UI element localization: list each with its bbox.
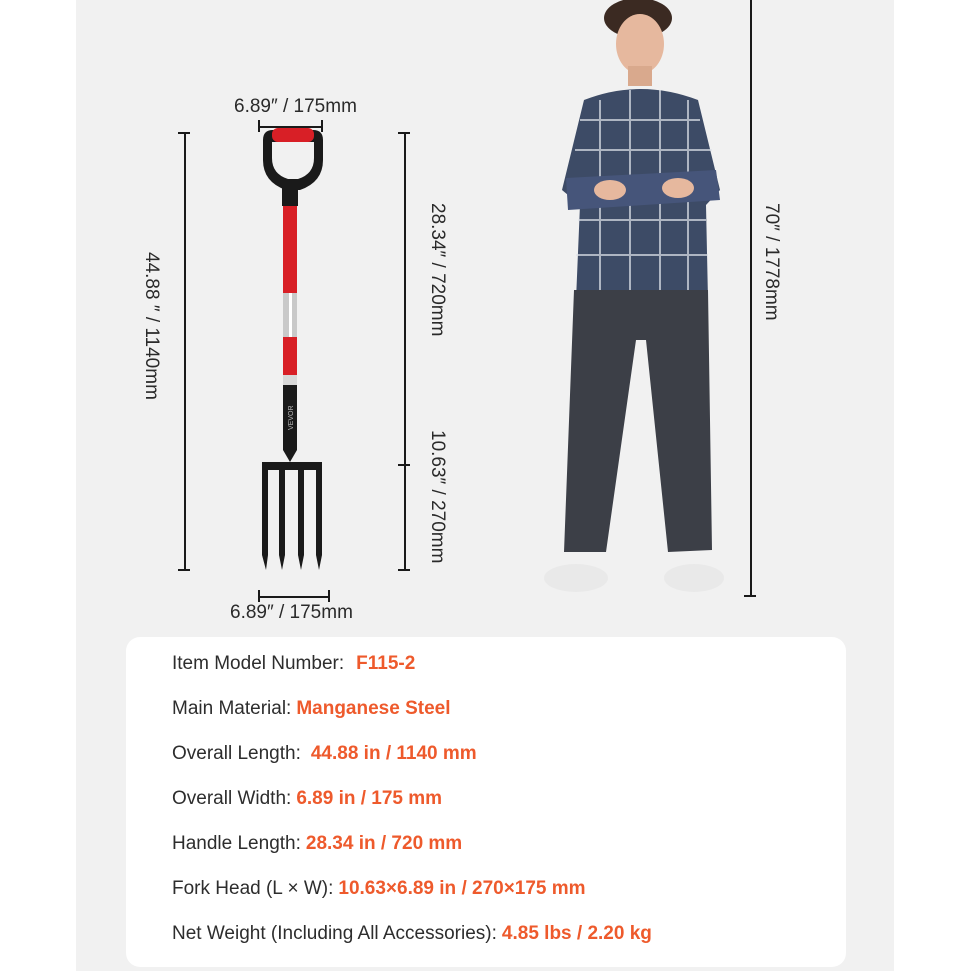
spec-row-fork-head: Fork Head (L × W): 10.63×6.89 in / 270×175 mm <box>172 878 586 899</box>
fork-width-line <box>259 596 329 598</box>
spec-value: 4.85 lbs / 2.20 kg <box>501 923 652 944</box>
spec-value: 10.63×6.89 in / 270×175 mm <box>338 878 586 899</box>
person-height-line <box>750 0 752 596</box>
spec-row-net-weight: Net Weight (Including All Accessories): 4.85 lbs / 2.20 kg <box>172 923 652 944</box>
spec-row-overall-width: Overall Width: 6.89 in / 175 mm <box>172 788 443 809</box>
spec-row-overall-length: Overall Length: 44.88 in / 1140 mm <box>172 743 477 764</box>
spec-row-material: Main Material: Manganese Steel <box>172 698 451 719</box>
spec-value: Manganese Steel <box>296 698 451 719</box>
spec-value: F115-2 <box>356 653 416 674</box>
specifications-card <box>126 637 846 967</box>
spec-value: 6.89 in / 175 mm <box>296 788 443 809</box>
handle-length-label: 28.34″ / 720mm <box>427 203 448 337</box>
spec-value: 28.34 in / 720 mm <box>305 833 463 854</box>
handle-length-line <box>404 133 406 570</box>
person-height-label: 70″ / 1778mm <box>761 203 782 321</box>
spec-row-model: Item Model Number: F115-2 <box>172 653 416 674</box>
overall-length-label: 44.88 ″ / 1140mm <box>141 252 162 400</box>
fork-head-length-label: 10.63″ / 270mm <box>427 430 448 564</box>
spec-value: 44.88 in / 1140 mm <box>310 743 477 764</box>
spec-row-handle-length: Handle Length: 28.34 in / 720 mm <box>172 833 463 854</box>
brand-mark: VEVOR <box>288 405 295 430</box>
handle-width-label: 6.89″ / 175mm <box>234 96 357 117</box>
fork-width-label: 6.89″ / 175mm <box>230 602 353 623</box>
overall-length-line <box>184 133 186 570</box>
handle-width-line <box>259 126 322 128</box>
